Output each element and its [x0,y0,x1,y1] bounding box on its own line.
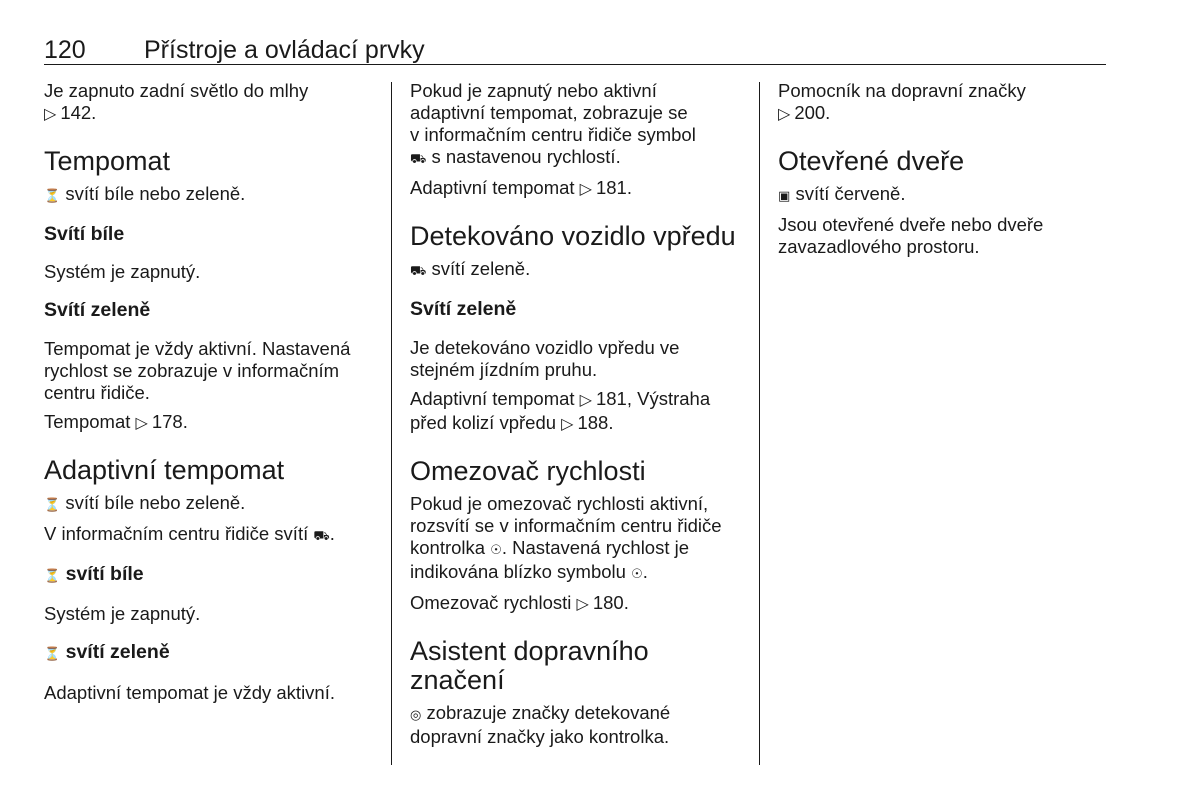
page-reference[interactable]: 181. [595,177,632,198]
section-heading-vehicle-detected: Detekováno vozidlo vpředu [410,221,736,251]
cruise-control-icon: ⏳ [44,188,61,203]
vehicle-detected-lead: ⛟ svítí zeleně. [410,258,745,282]
page-number: 120 [44,36,86,64]
door-open-icon: ▣ [778,188,791,203]
subheading-green: ⏳ svítí zeleně [44,641,170,663]
reference-arrow-icon: ▷ [579,181,592,198]
fog-light-text: Je zapnuto zadní světlo do mlhy ▷ 142. [44,80,374,126]
traffic-sign-icon: ◎ [410,707,422,722]
vehicle-ahead-icon: ⛟ [410,263,427,278]
page-reference[interactable]: 181, Výstraha [595,388,711,409]
page-reference[interactable]: 200. [794,102,831,123]
tempomat-green-text: Tempomat je vždy aktivní. Nastavená rychlost se zobrazuje v informačním centru řidiče. [44,338,351,403]
traffic-sign-text: ◎ zobrazuje značky detekované dopravní značky jako kontrolka. [410,702,671,747]
traffic-sign-assist-text: Pomocník na dopravní značky ▷ 200. [778,80,1098,126]
adaptive-reference: Adaptivní tempomat ▷ 181. [410,177,745,201]
tempomat-lead: ⏳ svítí bíle nebo zeleně. [44,183,374,207]
adaptive-info: V informačním centru řidiče svítí ⛟. [44,523,374,547]
page-header [44,36,1106,64]
vehicle-detected-reference: Adaptivní tempomat ▷ 181, Výstraha před kolizí vpředu ▷ 188. [410,388,745,436]
reference-arrow-icon: ▷ [561,416,574,433]
speed-limiter-icon: ☉ [490,542,502,557]
tempomat-reference: Tempomat ▷ 178. [44,411,374,435]
vehicle-detected-text: Je detekováno vozidlo vpředu ve stejném jízdním pruhu. [410,337,680,380]
subheading-green: Svítí zeleně [410,298,517,320]
section-heading-adaptive: Adaptivní tempomat [44,455,285,485]
column-2 [410,80,745,748]
column-1 [44,80,374,704]
page-reference[interactable]: 142. [60,102,97,123]
page-reference[interactable]: 178. [151,411,188,432]
header-divider [44,64,1106,65]
subheading-green: Svítí zeleně [44,299,151,321]
reference-arrow-icon: ▷ [579,392,592,409]
column-divider-2 [759,82,760,765]
adaptive-green-text: Adaptivní tempomat je vždy aktivní. [44,682,335,703]
open-doors-text: Jsou otevřené dveře nebo dveře zavazadlového prostoru. [778,214,1044,257]
adaptive-white-text: Systém je zapnutý. [44,603,201,624]
subheading-white: ⏳ svítí bíle [44,563,144,585]
subheading-white: Svítí bíle [44,223,125,245]
section-heading-traffic-sign: Asistent dopravního značení [410,636,649,695]
acc-vehicle-icon: ⛟ [313,528,330,543]
reference-arrow-icon: ▷ [778,106,791,123]
column-3 [778,80,1098,258]
reference-arrow-icon: ▷ [576,596,589,613]
open-doors-lead: ▣ svítí červeně. [778,183,1098,207]
column-divider-1 [391,82,392,765]
page-reference[interactable]: 188. [577,412,614,433]
adaptive-lead: ⏳ svítí bíle nebo zeleně. [44,492,374,516]
speed-limiter-text: Pokud je omezovač rychlosti aktivní, rozsvítí se v informačním centru řidiče kontrolka ☉. Nastavená rychlost je indikována blízko symbolu ☉. [410,493,745,585]
page-title: Přístroje a ovládací prvky [144,36,425,64]
adaptive-intro: Pokud je zapnutý nebo aktivní adaptivní tempomat, zobrazuje se v informačním centru řidiče symbol ⛟ s nastavenou rychlostí. [410,80,745,170]
page-reference[interactable]: 180. [592,592,629,613]
speed-limiter-icon: ☉ [631,566,643,581]
section-heading-open-doors: Otevřené dveře [778,146,965,176]
reference-arrow-icon: ▷ [44,106,57,123]
section-heading-speed-limiter: Omezovač rychlosti [410,456,646,486]
acc-vehicle-icon: ⛟ [410,151,427,166]
section-heading-tempomat: Tempomat [44,146,171,176]
cruise-control-icon: ⏳ [44,646,61,661]
reference-arrow-icon: ▷ [135,415,148,432]
tempomat-white-text: Systém je zapnutý. [44,261,201,282]
speed-limiter-reference: Omezovač rychlosti ▷ 180. [410,592,745,616]
cruise-control-icon: ⏳ [44,497,61,512]
cruise-control-icon: ⏳ [44,568,61,583]
